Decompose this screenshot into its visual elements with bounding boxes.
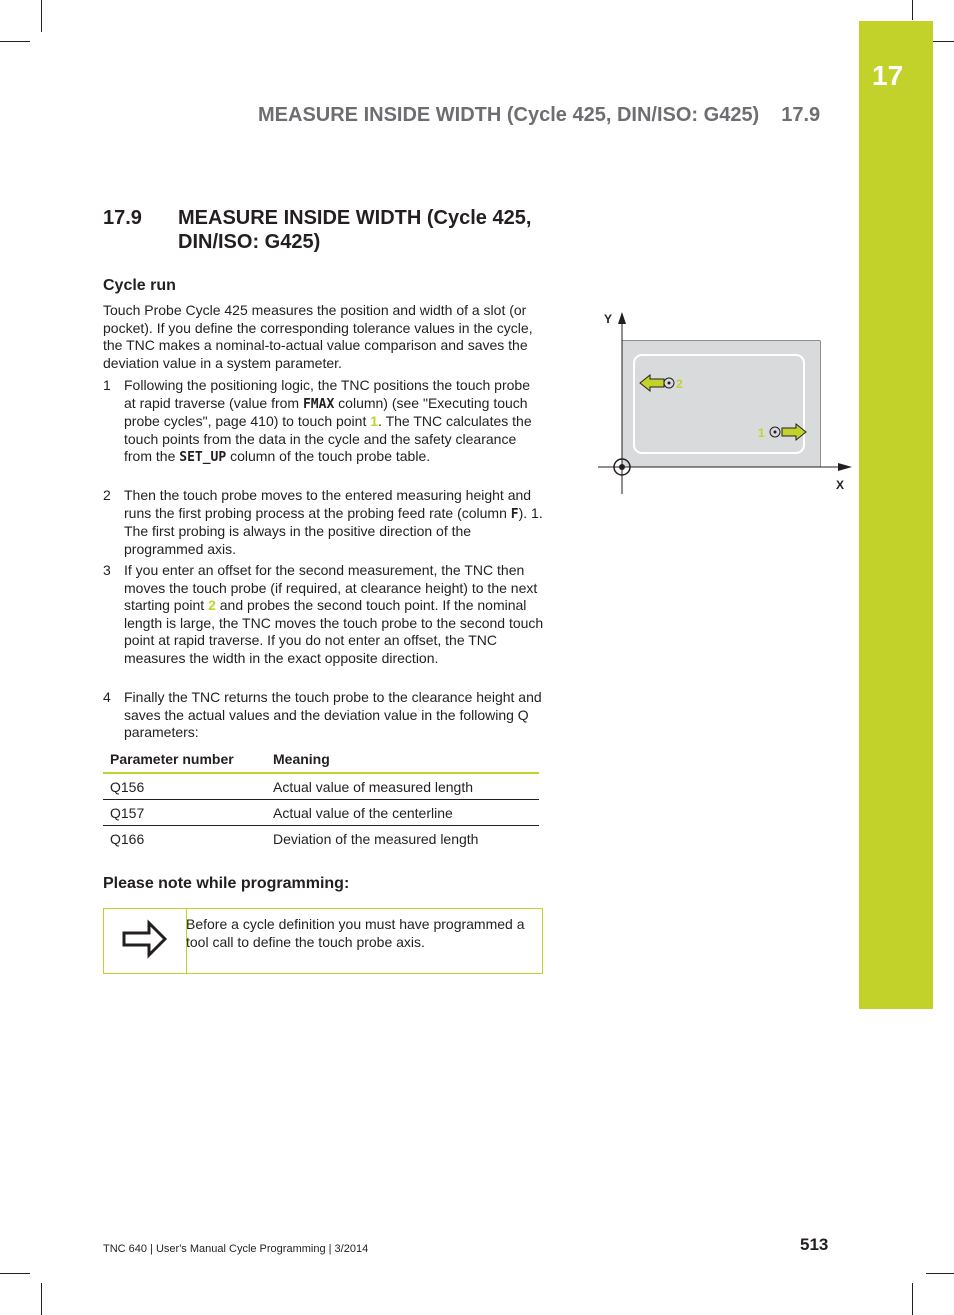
step-number: 2 (103, 487, 111, 503)
cycle-run-heading: Cycle run (103, 277, 176, 294)
slot-pocket (634, 355, 804, 453)
running-header-section: 17.9 (781, 104, 821, 126)
crop-mark (912, 1283, 913, 1315)
parameters-table (103, 748, 539, 851)
step-text: If you enter an offset for the second measurement, the TNC then moves the touch probe (if required, at clearance height) to the next starting point 2 and probes the second touch point. If the nominal length is large, the TNC moves the touch probe to the second touch point at rapid traverse. If you do not enter an offset, the TNC measures the width in the exact opposite direction. (124, 562, 544, 666)
fmax-keyword: FMAX (302, 396, 335, 412)
touch-point-2-center (668, 382, 671, 385)
running-header (258, 104, 820, 127)
step-text: Finally the TNC returns the touch probe to the clearance height and saves the actual values and the deviation value in the following Q parameters: (124, 689, 542, 741)
origin-dot (619, 464, 625, 470)
crop-mark (912, 0, 913, 20)
footer-text: TNC 640 | User's Manual Cycle Programming | 3/2014 (103, 1243, 369, 1255)
note-text: Before a cycle definition you must have programmed a tool call to define the touch probe axis. (186, 916, 525, 950)
intro-paragraph: Touch Probe Cycle 425 measures the position and width of a slot (or pocket). If you define the corresponding tolerance values in the cycle, the TNC makes a nominal-to-actual value comparison and saves the deviation value in a system parameter. (103, 302, 533, 371)
step-number: 4 (103, 689, 111, 705)
step-text: Then the touch probe moves to the entered measuring height and runs the first probing process at the probing feed rate (column F). 1. The first probing is always in the positive direction of the programmed axis. (124, 487, 543, 557)
note-heading: Please note while programming: (103, 875, 350, 892)
table-cell: Q156 (103, 773, 266, 800)
crop-mark (0, 41, 30, 42)
setup-keyword: SET_UP (179, 450, 227, 466)
step-number: 1 (103, 377, 111, 393)
table-header-row (103, 748, 539, 773)
x-axis-label: X (836, 478, 845, 492)
right-arrow-icon (122, 919, 168, 959)
column-header: Meaning (266, 748, 539, 773)
crop-mark (41, 1283, 42, 1315)
touch-point-1-center (774, 431, 777, 434)
section-heading: MEASURE INSIDE WIDTH (Cycle 425, DIN/ISO: G425) (178, 207, 532, 253)
section-number: 17.9 (103, 207, 142, 229)
touch-point-2-label: 2 (676, 377, 683, 391)
table-row (103, 826, 539, 852)
chapter-number: 17 (872, 60, 904, 91)
y-axis-label: Y (604, 312, 613, 326)
table-cell: Q157 (103, 800, 266, 826)
crop-mark (0, 1273, 30, 1274)
chapter-tab (859, 21, 933, 1009)
table-cell: Actual value of the centerline (266, 800, 539, 826)
x-axis-arrow (838, 463, 852, 471)
slot-measurement-figure (598, 308, 854, 494)
table-cell: Deviation of the measured length (273, 831, 479, 847)
step-number: 3 (103, 562, 111, 578)
point-1-ref: 1 (370, 413, 379, 430)
step-text: Following the positioning logic, the TNC positions the touch probe at rapid traverse (value from FMAX column) (see "Executing touch probe cycles", page 410) to touch point 1. The TNC calculates the touch points from the data in the cycle and the safety clearance from the SET_UP column of the touch probe table. (124, 377, 532, 466)
page-number: 513 (800, 1235, 829, 1254)
touch-point-1-label: 1 (758, 426, 765, 440)
running-header-title: MEASURE INSIDE WIDTH (Cycle 425, DIN/ISO: G425) (258, 104, 760, 126)
column-header: Parameter number (103, 748, 266, 773)
crop-mark (41, 0, 42, 32)
table-cell: Actual value of measured length (266, 773, 539, 800)
table-cell: Q166 (110, 831, 145, 847)
y-axis-arrow (618, 312, 626, 324)
crop-mark (926, 1273, 954, 1274)
f-keyword: F (510, 506, 519, 522)
table-row (103, 773, 539, 800)
table-row (103, 800, 539, 826)
point-2-ref: 2 (208, 597, 216, 614)
